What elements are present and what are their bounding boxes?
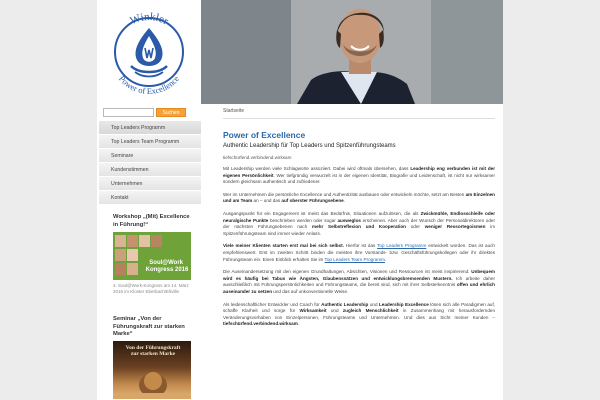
promo-seminar-title[interactable]: Seminar „Von der Führungskraft zur starken Marke“: [113, 316, 185, 337]
paragraph-text: .: [343, 198, 345, 204]
nav-item-top-leaders-programm[interactable]: Top Leaders Programm: [99, 121, 201, 135]
breadcrumb-divider: [223, 118, 495, 119]
emphasis-text: am Einzelnen und am Team: [223, 191, 495, 204]
paragraph-text: erscheinen. Aber auch der Wunsch der Personaldirektoren oder der nächsten Führungsebenen nach: [223, 217, 495, 230]
paragraph-6: [223, 302, 495, 328]
page-title: Power of Excellence: [223, 130, 306, 140]
emphasis-text: Leadership Excellence: [379, 301, 429, 307]
paragraph-text: . Wer tiefgründig verwurzelt ist in der eigenen Identität, Biografie und Leidenschaft, ist nicht nur wirksamer sondern gleichsam authentisch und zufriedener.: [223, 172, 495, 185]
paragraph-text: oder: [405, 224, 425, 230]
promo-workshop-image[interactable]: [113, 232, 191, 280]
main-content: [223, 130, 495, 328]
paragraph-3: [223, 211, 495, 237]
emphasis-text: Viele meiner Klienten starten erst mal bei sich selbst.: [223, 243, 344, 249]
nav-item-kontakt[interactable]: Kontakt: [99, 191, 201, 205]
inline-link[interactable]: Top Leaders Team Programm: [324, 256, 385, 262]
emphasis-text: Zwickmühle, Endlosschleife oder neuralgische Punkte: [223, 210, 496, 223]
promo-workshop-title[interactable]: Workshop „(Mit) Excellence in Führung!“: [113, 214, 190, 228]
paragraph-text: und das auf unkonventionelle Weise.: [272, 288, 349, 294]
paragraph-text: Ausgangspunkt für ein Engagement ist meist das Bedürfnis, Situationen aufzulösen, die als: [223, 210, 421, 216]
paragraph-text: Mit Leadership werden viele Schlagworte assoziiert. Dabei wird oftmals übersehen, dass: [223, 166, 411, 171]
emphasis-text: offen und ehrlich auseinander zu setzen: [223, 282, 495, 294]
emphasis-text: mehr Selbstreflexion und Kooperation: [312, 224, 406, 230]
nav-item-unternehmen[interactable]: Unternehmen: [99, 177, 201, 191]
promo-workshop-caption: 3. Soul@Work-Kongress am 14. März 2016 im Kloster Eberbach/Eltville: [113, 283, 189, 294]
paragraph-text: Ich arbeite daher ausschließlich mit Führungspersönlichkeiten und Führungsteams, die bereit sind, sich mit ihrer Selbsterkenntnis: [223, 275, 495, 288]
nav-item-seminare[interactable]: Seminare: [99, 149, 201, 163]
logo-text-bottom: Power of Excellence: [116, 73, 182, 97]
main-nav: [99, 121, 201, 205]
paragraph-text: Als leidenschaftlicher Entwickler und Coach für: [223, 301, 322, 307]
search-bar: [103, 108, 186, 117]
paragraph-text: und: [368, 301, 379, 307]
logo-text-top: Winkler: [128, 10, 171, 28]
paragraph-text: im Spitzenführungsteam sind immer wieder Anlass.: [223, 224, 496, 236]
paragraph-text: Die Auseinandersetzung mit den eigenen Grundhaltungen, Absichten, Visionen und Ressourcen ist meist inspirierend.: [223, 269, 472, 275]
emphasis-text: Authentic Leadership: [321, 301, 369, 307]
paragraph-text: Wer im Unternehmen die persönliche Excellence und Authentizität ausbauen oder entwickeln möchte, setzt am Besten: [223, 191, 466, 197]
search-button[interactable]: Suchen: [156, 108, 186, 117]
paragraph-2: [223, 192, 495, 205]
promo-seminar-image[interactable]: [113, 341, 191, 399]
logo[interactable]: [97, 0, 201, 104]
emphasis-text: auf oberster Führungsebene: [281, 198, 344, 204]
search-input[interactable]: [103, 108, 154, 117]
nav-item-kundenstimmen[interactable]: Kundenstimmen: [99, 163, 201, 177]
emphasis-text: zugleich Menschlichkeit: [342, 308, 399, 314]
tagline: tiefschürfend.verbindend.wirksam: [223, 155, 292, 160]
paragraph-text: .: [384, 256, 387, 262]
paragraph-text: beschrieben werden oder sogar: [268, 217, 338, 223]
paragraph-text: und: [326, 308, 343, 314]
page: [97, 0, 503, 400]
page-subtitle: Authentic Leadership für Top Leaders und Spitzenführungsteams: [223, 143, 396, 149]
paragraph-text: entwickelt worden. Das ist auch empfehlenswert. Erst im zweiten Schritt binden die meisten ihre Vorstands- bzw. Geschäftsführungskollegen oder ihr direktes Führungsteam ein. Einen Einblick erhalten Sie im: [223, 243, 495, 262]
paragraph-text: lösen sich alle Paradigmen auf, schaffe Klarheit und sorge für: [223, 301, 496, 314]
paragraph-text: .: [297, 321, 300, 327]
paragraph-text: an – und das: [252, 198, 282, 204]
paragraph-1: [223, 166, 495, 186]
paragraph-5: [223, 269, 495, 295]
header-photo: [201, 0, 503, 104]
promo-seminar-image-text: Von der Führungskraft zur starken Marke: [125, 344, 181, 357]
paragraph-4: [223, 243, 495, 263]
emphasis-text: Leadership eng verbunden ist mit der eigenen Persönlichkeit: [223, 166, 495, 178]
emphasis-text: tiefschürfend.verbindend.wirksam: [223, 321, 298, 327]
svg-text:Winkler: [128, 11, 170, 28]
emphasis-text: Unbequem wird es häufig bei Tabus wie Ängsten, Glaubenssätzen und entwicklungsbremsenden Mustern.: [223, 269, 495, 281]
paragraph-text: Hierfür ist das: [343, 243, 378, 249]
promo-workshop: [113, 214, 195, 295]
emphasis-text: ausweglos: [337, 217, 361, 223]
emphasis-text: weniger Ressortegoismen: [424, 224, 486, 230]
sidebar: [97, 104, 201, 400]
breadcrumb[interactable]: Startseite: [223, 108, 245, 114]
inline-link[interactable]: Top Leaders Programm: [377, 243, 427, 249]
emphasis-text: Wirksamkeit: [299, 308, 327, 314]
svg-text:Soul@Work Kongress: Soul@Work Kongress 2016: [145, 260, 189, 273]
promo-seminar: [113, 316, 195, 399]
nav-item-top-leaders-team-programm[interactable]: Top Leaders Team Programm: [99, 135, 201, 149]
paragraph-text: in Zusammenhang mit herausfordernden Veränderungsvorhaben von Einzelpersonen, Führungsteams und Unternehmen. Und dies aus Sicht meiner Kunden –: [223, 308, 496, 320]
